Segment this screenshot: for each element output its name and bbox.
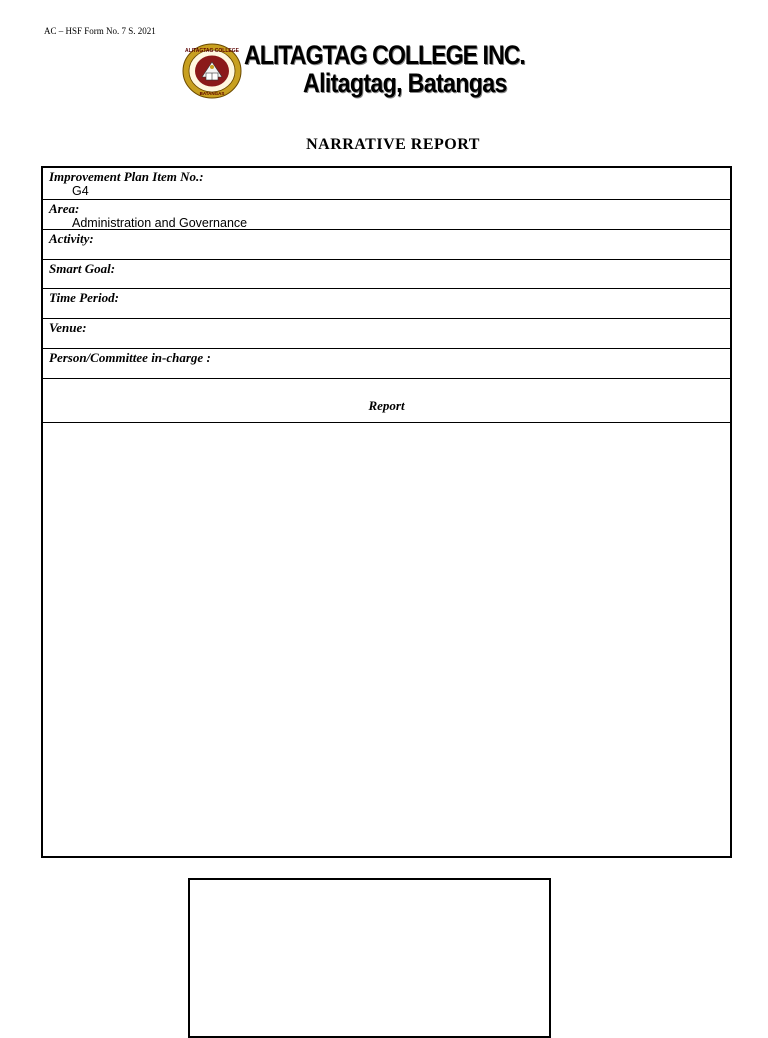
person-in-charge-label: Person/Committee in-charge : [49,350,211,365]
narrative-report-form [41,166,732,858]
seal-text-top: ALITAGTAG COLLEGE [185,48,239,54]
college-seal-logo [182,43,242,99]
form-row-venue[interactable] [43,319,730,349]
activity-label: Activity: [49,231,94,246]
seal-text-bottom: BATANGAS [199,91,225,96]
document-title: NARRATIVE REPORT [306,136,480,153]
area-label: Area: [49,201,80,216]
form-row-person-in-charge[interactable] [43,349,730,379]
improvement-plan-item-value[interactable]: G4 [72,184,89,198]
smart-goal-label: Smart Goal: [49,261,116,276]
college-address: Alitagtag, Batangas [303,68,507,98]
form-row-time-period[interactable] [43,289,730,319]
form-row-area [43,200,730,230]
form-row-improvement-plan-item [43,168,730,200]
report-header-row [43,379,730,423]
improvement-plan-item-label: Improvement Plan Item No.: [49,169,204,184]
college-name: ALITAGTAG COLLEGE INC. [244,40,525,70]
report-label: Report [368,398,405,413]
time-period-label: Time Period: [49,290,119,305]
form-code: AC – HSF Form No. 7 S. 2021 [44,26,156,36]
report-body-area[interactable] [43,423,730,856]
form-row-smart-goal[interactable] [43,260,730,289]
form-row-activity[interactable] [43,230,730,260]
area-value[interactable]: Administration and Governance [72,216,248,230]
venue-label: Venue: [49,320,87,335]
signature-box[interactable] [188,878,551,1038]
